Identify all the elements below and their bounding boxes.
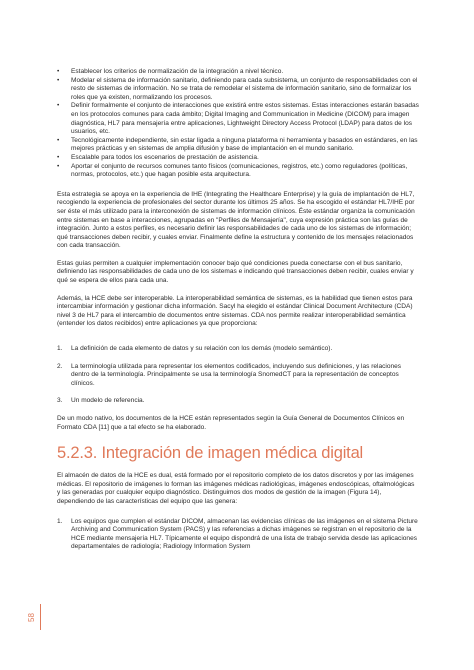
paragraph-interoperability: Además, la HCE debe ser interoperable. La interoperabilidad semántica de sistemas, es la habilidad que tienen estos para intercambiar información y gestionar dicha información. Sacyl ha elegido el estándar Clinical Document Architecture (CDA) nivel 3 de HL7 para el intercambio de documentos entre sistemas. CDA nos permite realizar interoperabilidad semántica (entender los datos recibidos) entre aplicaciones ya que proporciona: xyxy=(57,294,413,328)
list-text: Un modelo de referencia. xyxy=(71,397,145,405)
list-text: Los equipos que cumplen el estándar DICOM, almacenan las evidencias clínicas de las imágenes en el sistema Picture Archiving and Communication System (PACS) y las referencias a dichas imágenes se registran en el repositorio de la HCE mediante mensajería HL7. Típicamente el equipo dispondrá de una lista de trabajo servida desde las aplicaciones departamentales de radiología; Radiology Information System xyxy=(71,517,418,551)
paragraph-data-store: El almacén de datos de la HCE es dual, está formado por el repositorio completo de los datos discretos y por las imágenes médicas. El repositorio de imágenes lo forman las imágenes médicas radiológicas, imágenes endoscópicas, oftalmológicas y las generadas por cualquier equipo diagnóstico. Distinguimos dos modos de gestión de la imagen (Figura 14), dependiendo de las características del equipo que las genera: xyxy=(57,472,415,505)
paragraph-guides: Estas guías permiten a cualquier implementación conocer bajo qué condiciones pueda conectarse con el bus sanitario, definiendo las responsabilidades de cada uno de los sistemas e indicando qué transacciones deben recibir, cuales enviar y qué se espera de ellos para cada una. xyxy=(57,259,414,285)
list-item xyxy=(57,363,419,389)
page-number-wrap xyxy=(27,613,36,631)
list-number: 1. xyxy=(57,517,63,525)
list-item: • Modelar el sistema de información sanitario, definiendo para cada subsistema, un conjunto de responsabilidades con el resto de sistemas de información. No se trata de remodelar el sistema de información sanitario, sino de formalizar los roles que ya existen, normalizando los procesos. xyxy=(57,77,419,103)
list-item: • Definir formalmente el conjunto de interacciones que existirá entre estos sistemas. Estas interacciones estarán basadas en los protocolos comunes para cada ámbito; Digital Imaging and Communication in Medicine (DICOM) para imagen diagnóstica, HL7 para mensajería entre aplicaciones, Lightweight Directory Access Protocol (LDAP) para datos de los usuarios, etc. xyxy=(57,102,419,136)
list-item xyxy=(57,397,419,406)
list-item: • Establecer los criterios de normalización de la integración a nivel técnico. xyxy=(57,68,419,77)
page-number: 58 xyxy=(27,613,36,622)
paragraph-ihe-strategy: Esta estrategia se apoya en la experiencia de IHE (Integrating the Healthcare Enterprise) y la guía de implantación de HL7, recogiendo la experiencia de profesionales del sector durante los últimos 25 años. Se ha escogido el estándar HL7/IHE por ser éste el más utilizado para la interconexión de sistemas de información clínicos. Éste estándar organiza la comunicación entre sistemas en base a interacciones, agrupadas en "Perfiles de Mensajería", cuya expresión práctica son las guías de integración. Junto a estos perfiles, es necesario definir las responsabilidades de cada uno de los sistemas de información; qué transacciones deben recibir, y cuales enviar. Finalmente define la estructura y contenido de los mensajes relacionados con cada transacción. xyxy=(57,190,415,250)
list-text: La definición de cada elemento de datos y su relación con los demás (modelo semántico). xyxy=(71,345,333,353)
list-number: 1. xyxy=(57,345,63,353)
list-number: 3. xyxy=(57,397,63,405)
section-heading: 5.2.3. Integración de imagen médica digital xyxy=(57,444,364,463)
bullet-list xyxy=(57,68,419,180)
list-item: • Aportar el conjunto de recursos comunes tanto físicos (comunicaciones, registros, etc.) como reguladores (políticas, normas, protocolos, etc.) que hagan posible esta arquitectura. xyxy=(57,163,419,180)
numbered-list-cda xyxy=(57,345,419,406)
paragraph-native-documents: De un modo nativo, los documentos de la HCE están representados según la Guía General de Documentos Clínicos en Formato CDA [11] que a tal efecto se ha elaborado. xyxy=(57,415,405,431)
list-item: • Escalable para todos los escenarios de prestación de asistencia. xyxy=(57,154,419,163)
list-number: 2. xyxy=(57,362,63,370)
list-text: La terminología utilizada para representar los elementos codificados, incluyendo sus definiciones, y las relaciones dentro de la terminología. Principalmente se usa la terminología SnomedCT para la representación de conceptos clínicos. xyxy=(71,362,402,387)
list-item: • Tecnológicamente independiente, sin estar ligada a ninguna plataforma ni herramienta y basados en estándares, en las mejores prácticas y en sistemas de amplia difusión y base de implantación en el mundo sanitario. xyxy=(57,137,419,154)
list-item xyxy=(57,518,419,552)
document-body xyxy=(57,68,419,552)
numbered-list-imaging xyxy=(57,518,419,552)
list-item xyxy=(57,345,419,354)
page-number-rule xyxy=(40,604,41,630)
